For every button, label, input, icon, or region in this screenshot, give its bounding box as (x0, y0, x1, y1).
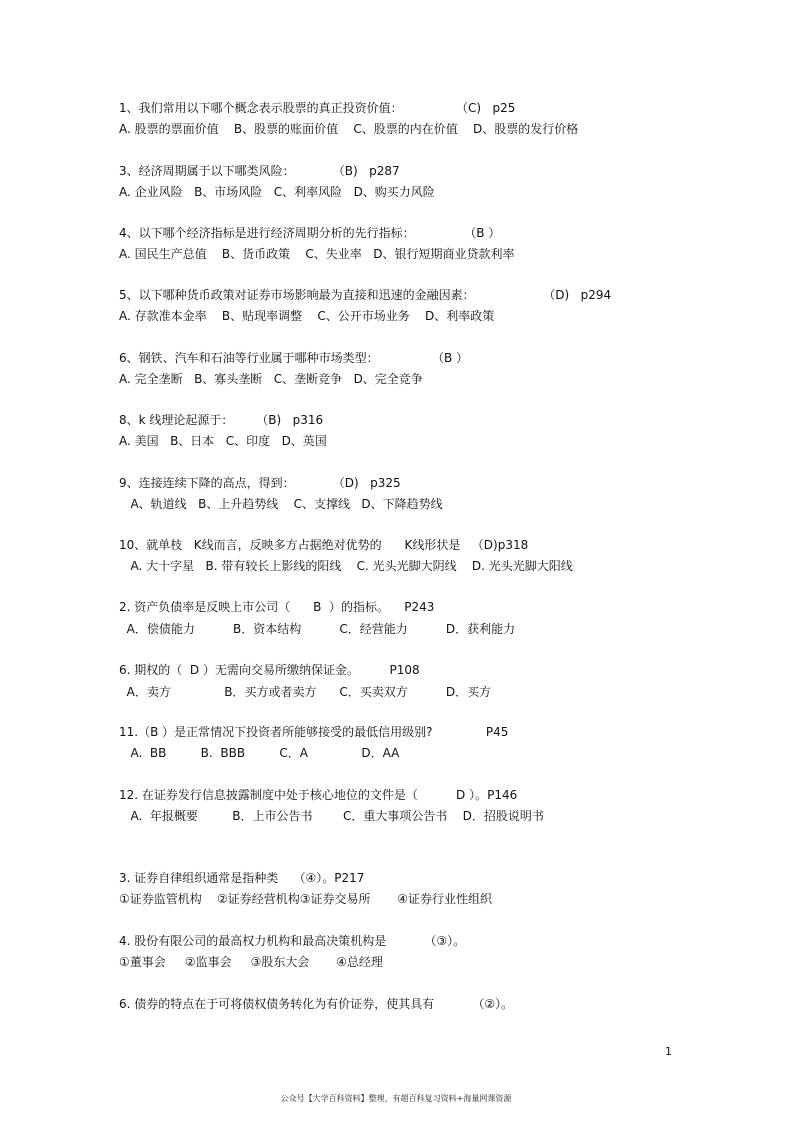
question-text: 6、钢铁、汽车和石油等行业属于哪种市场类型： （B ） (119, 351, 469, 365)
question-text: 5、以下哪种货币政策对证券市场影响最为直接和迅速的金融因素： （D) p294 (119, 288, 612, 302)
question-text: 8、k 线理论起源于： （B) p316 (119, 413, 324, 427)
question-text: 2. 资产负债率是反映上市公司（ B ）的指标。 P243 (119, 600, 435, 614)
question-text: 1、我们常用以下哪个概念表示股票的真正投资价值： （C) p25 (119, 101, 516, 115)
question-text: 10、就单枝 K线而言，反映多方占据绝对优势的 K线形状是 （D)p318 (119, 538, 529, 552)
question-text: 6. 债券的特点在于可将债权债务转化为有价证券，使其具有 （②）。 (119, 997, 514, 1011)
question-options: A. 国民生产总值 B、货币政策 C、失业率 D、银行短期商业贷款利率 (119, 247, 515, 261)
question-options: A. 大十字星 B. 带有较长上影线的阳线 C. 光头光脚大阴线 D. 光头光脚大阳线 (119, 559, 573, 573)
question-options: A、轨道线 B、上升趋势线 C、支撑线 D、下降趋势线 (119, 497, 443, 511)
question-options: A. BB B. BBB C．A D．AA (119, 746, 400, 760)
question-options: A. 年报概要 B．上市公告书 C．重大事项公告书 D．招股说明书 (119, 809, 544, 823)
question-options: A. 完全垄断 B、寡头垄断 C、垄断竞争 D、完全竞争 (119, 372, 423, 386)
question-options: A. 企业风险 B、市场风险 C、利率风险 D、购买力风险 (119, 185, 435, 199)
question-options: A. 存款准本金率 B、贴现率调整 C、公开市场业务 D、利率政策 (119, 309, 495, 323)
footer-note: 公众号【大学百科资料】整理，有超百科复习资料+海量网课资源 (280, 1094, 512, 1103)
question-options: ①证券监管机构 ②证券经营机构③证券交易所 ④证券行业性组织 (119, 892, 492, 906)
question-text: 3. 证券自律组织通常是指种类 （④）。P217 (119, 871, 365, 885)
question-text: 12. 在证券发行信息披露制度中处于核心地位的文件是（ D ）。P146 (119, 788, 518, 802)
question-text: 4. 股份有限公司的最高权力机构和最高决策机构是 （③）。 (119, 934, 466, 948)
question-options: A. 美国 B、日本 C、印度 D、英国 (119, 434, 327, 448)
question-options: A．偿债能力 B．资本结构 C．经营能力 D．获利能力 (119, 622, 516, 636)
question-options: A. 股票的票面价值 B、股票的账面价值 C、股票的内在价值 D、股票的发行价格 (119, 122, 579, 136)
question-text: 11.（B ）是正常情况下投资者所能够接受的最低信用级别? P45 (119, 725, 509, 739)
question-options: ①董事会 ②监事会 ③股东大会 ④总经理 (119, 955, 383, 969)
question-text: 4、以下哪个经济指标是进行经济周期分析的先行指标： （B ） (119, 226, 501, 240)
question-text: 6. 期权的（ D ）无需向交易所缴纳保证金。 P108 (119, 663, 420, 677)
question-text: 3、经济周期属于以下哪类风险： （B) p287 (119, 164, 400, 178)
question-options: A．卖方 B．买方或者卖方 C．买卖双方 D．买方 (119, 685, 492, 699)
page-number: 1 (665, 1045, 672, 1058)
question-text: 9、连接连续下降的高点，得到： （D) p325 (119, 476, 401, 490)
